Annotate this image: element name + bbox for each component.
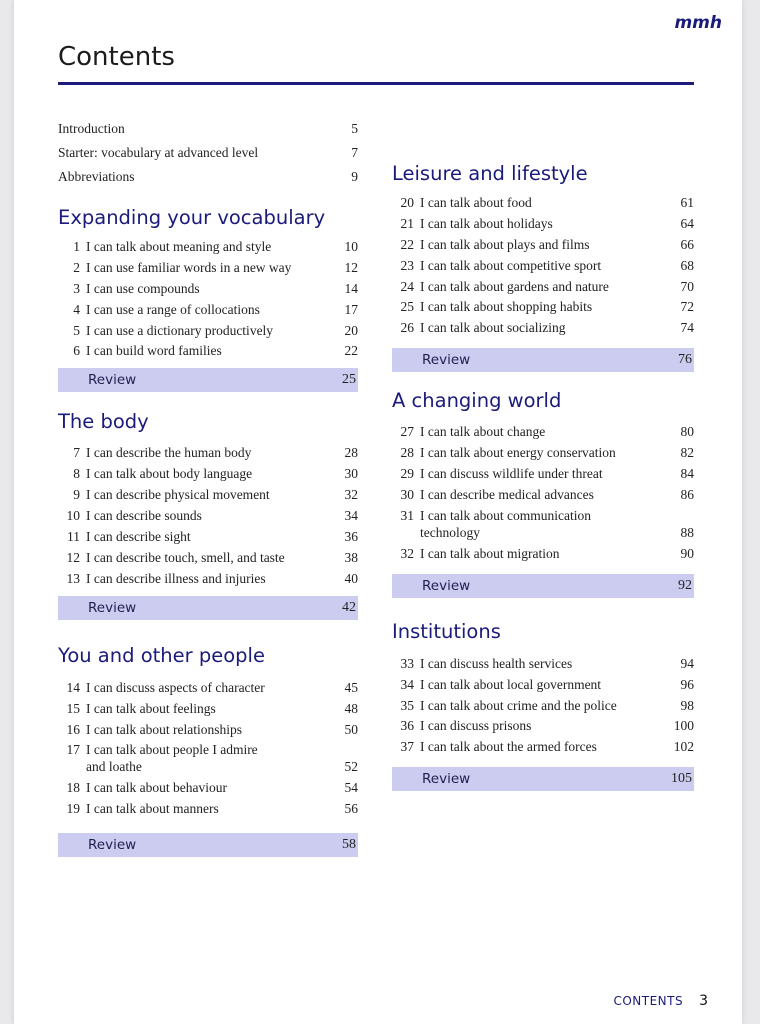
intro-item[interactable]: Abbreviations 9	[58, 169, 358, 184]
unit-entry[interactable]: 19 I can talk about manners 56	[66, 801, 358, 817]
unit-entry[interactable]: 13 I can describe illness and injuries 40	[66, 570, 358, 586]
section-title: Institutions	[392, 619, 501, 643]
review-bar[interactable]: Review 105	[392, 767, 694, 791]
unit-entry[interactable]: 12 I can describe touch, smell, and taste 38	[66, 549, 358, 565]
section-leisure-and-lifestyle	[392, 162, 694, 372]
page-number: 3	[699, 993, 708, 1009]
intro-list	[58, 120, 358, 192]
left-column	[58, 120, 358, 857]
unit-entry[interactable]: 16 I can talk about relationships 50	[66, 721, 358, 737]
unit-entry[interactable]: 25 I can talk about shopping habits 72	[400, 299, 694, 315]
unit-entry[interactable]: 20 I can talk about food 61	[400, 195, 694, 210]
review-bar[interactable]: Review 58	[58, 833, 358, 857]
unit-entry[interactable]: 26 I can talk about socializing 74	[400, 320, 694, 336]
section-a-changing-world	[392, 389, 694, 597]
footer-label: CONTENTS	[613, 994, 684, 1008]
unit-entry[interactable]: 3 I can use compounds 14	[73, 280, 358, 296]
title-rule	[58, 82, 694, 85]
unit-entry[interactable]: 32 I can talk about migration 90	[400, 545, 694, 561]
unit-entry[interactable]: 5 I can use a dictionary productively 20	[73, 322, 358, 338]
page-title: Contents	[58, 42, 175, 72]
unit-entry[interactable]: 33 I can discuss health services 94	[400, 655, 694, 671]
section-title: You and other people	[58, 643, 265, 667]
section-the-body	[58, 410, 358, 619]
unit-entry[interactable]: 35 I can talk about crime and the police 98	[400, 697, 694, 713]
section-institutions	[392, 620, 694, 792]
section-you-and-other-people	[58, 644, 358, 857]
unit-entry[interactable]: 21 I can talk about holidays 64	[400, 215, 694, 231]
review-bar[interactable]: Review 42	[58, 596, 358, 620]
section-expanding-vocabulary	[58, 206, 358, 392]
unit-entry[interactable]: 9 I can describe physical movement 32	[73, 487, 358, 503]
unit-entry[interactable]: 24 I can talk about gardens and nature 70	[400, 278, 694, 294]
unit-entry[interactable]: 8 I can talk about body language 30	[73, 466, 358, 482]
intro-item[interactable]: Introduction 5	[58, 121, 358, 136]
section-title: Leisure and lifestyle	[392, 162, 588, 185]
unit-entry[interactable]: 29 I can discuss wildlife under threat 84	[400, 466, 694, 482]
unit-entry[interactable]: 17 I can talk about people I admire and loathe 52	[66, 742, 358, 775]
unit-entry[interactable]: 2 I can use familiar words in a new way 12	[73, 259, 358, 275]
review-bar[interactable]: Review 76	[392, 348, 694, 372]
section-title: The body	[58, 410, 149, 434]
review-bar[interactable]: Review 25	[58, 368, 358, 392]
intro-item[interactable]: Starter: vocabulary at advanced level 7	[58, 145, 358, 160]
unit-entry[interactable]: 15 I can talk about feelings 48	[66, 700, 358, 716]
unit-entry[interactable]: 27 I can talk about change 80	[400, 424, 694, 440]
page	[14, 0, 742, 1024]
logo-text: mmh	[674, 13, 722, 33]
section-title: Expanding your vocabulary	[58, 206, 326, 229]
unit-entry[interactable]: 11 I can describe sight 36	[67, 529, 358, 545]
unit-entry[interactable]: 6 I can build word families 22	[73, 343, 358, 359]
review-bar[interactable]: Review 92	[392, 574, 694, 598]
unit-entry[interactable]: 4 I can use a range of collocations 17	[73, 301, 358, 317]
unit-entry[interactable]: 28 I can talk about energy conservation 82	[400, 445, 694, 461]
unit-entry[interactable]: 18 I can talk about behaviour 54	[66, 780, 358, 796]
unit-entry[interactable]: 30 I can describe medical advances 86	[400, 487, 694, 503]
publisher-logo	[674, 13, 722, 33]
unit-entry[interactable]: 34 I can talk about local government 96	[400, 676, 694, 692]
right-column	[392, 162, 694, 791]
page-footer	[613, 993, 708, 1009]
unit-entry[interactable]: 14 I can discuss aspects of character 45	[66, 679, 358, 695]
unit-entry[interactable]: 23 I can talk about competitive sport 68	[400, 257, 694, 273]
unit-entry[interactable]: 36 I can discuss prisons 100	[400, 718, 694, 734]
unit-entry[interactable]: 10 I can describe sounds 34	[66, 508, 358, 524]
unit-entry[interactable]: 31 I can talk about communication technology 88	[400, 507, 694, 540]
unit-entry[interactable]: 7 I can describe the human body 28	[73, 445, 358, 461]
unit-entry[interactable]: 1 I can talk about meaning and style 10	[73, 239, 358, 254]
section-title: A changing world	[392, 389, 562, 413]
unit-entry[interactable]: 22 I can talk about plays and films 66	[400, 236, 694, 252]
unit-entry[interactable]: 37 I can talk about the armed forces 102	[400, 739, 694, 755]
